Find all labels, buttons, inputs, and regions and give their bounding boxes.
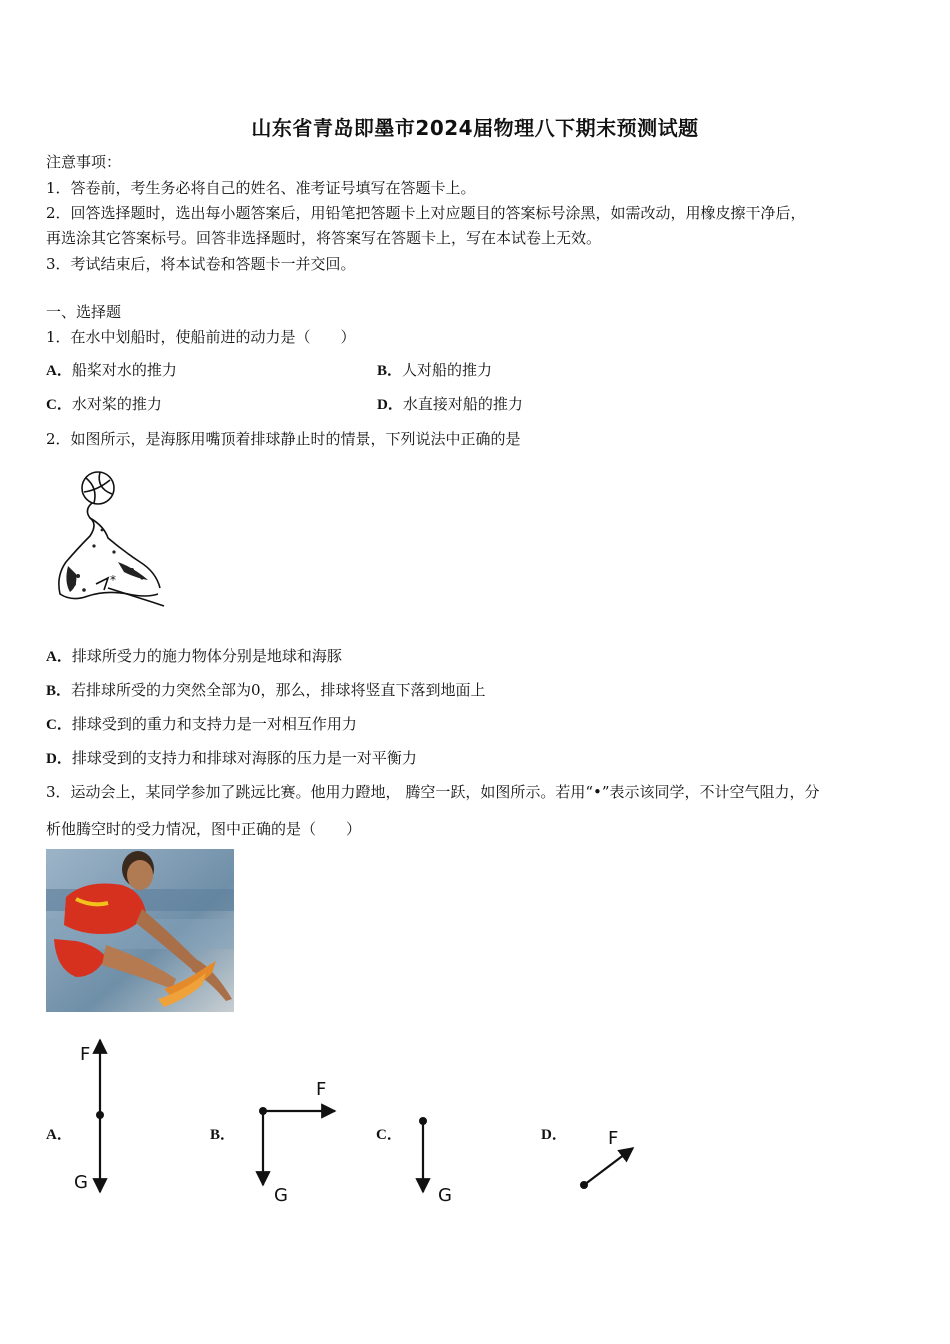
option-text: 若排球所受的力突然全部为0，那么，排球将竖直下落到地面上 xyxy=(71,681,486,699)
option-letter: A． xyxy=(46,1127,72,1143)
q1-option-a[interactable] xyxy=(46,360,177,381)
label-g: G xyxy=(438,1185,452,1206)
long-jump-photo xyxy=(46,849,234,1012)
page-title: 山东省青岛即墨市2024届物理八下期末预测试题 xyxy=(251,116,699,140)
q2-option-b[interactable] xyxy=(46,680,486,701)
notice-item-2-cont: 再选涂其它答案标号。回答非选择题时，将答案写在答题卡上，写在本试卷上无效。 xyxy=(46,229,602,247)
option-letter: D． xyxy=(46,751,72,767)
label-f: F xyxy=(608,1128,619,1149)
option-letter: A． xyxy=(46,649,72,665)
q1-option-d[interactable] xyxy=(377,394,523,415)
option-text: 船桨对水的推力 xyxy=(71,361,177,379)
option-letter: B． xyxy=(46,683,72,699)
section-heading: 一、选择题 xyxy=(46,303,122,321)
diagram-b xyxy=(259,1107,335,1185)
option-letter: C． xyxy=(46,397,72,413)
diagram-c xyxy=(419,1117,427,1192)
option-text: 排球受到的支持力和排球对海豚的压力是一对平衡力 xyxy=(71,749,417,767)
diagram-d xyxy=(580,1148,633,1189)
option-text: 水对桨的推力 xyxy=(71,395,162,413)
option-text: 人对船的推力 xyxy=(402,361,493,379)
label-g: G xyxy=(74,1172,88,1193)
q2-option-d[interactable] xyxy=(46,748,417,769)
label-g: G xyxy=(274,1185,288,1206)
q1-option-c[interactable] xyxy=(46,394,162,415)
q1-stem: 1．在水中划船时，使船前进的动力是（ ） xyxy=(46,328,356,346)
label-f: F xyxy=(80,1044,91,1065)
q3-stem-line-1: 3．运动会上，某同学参加了跳远比赛。他用力蹬地， 腾空一跃，如图所示。若用“•”表示该同学，不计空气阻力，分 xyxy=(46,783,820,801)
point-mass xyxy=(96,1111,104,1119)
diagram-a xyxy=(96,1040,104,1192)
q2-option-c[interactable] xyxy=(46,714,357,735)
point-mass xyxy=(259,1107,267,1115)
q3-stem-line-2: 析他腾空时的受力情况，图中正确的是（ ） xyxy=(46,820,362,838)
seal-outline xyxy=(59,503,94,599)
q1-option-b[interactable] xyxy=(377,360,492,381)
notice-item-2: 2．回答选择题时，选出每小题答案后，用铅笔把答题卡上对应题目的答案标号涂黑，如需改动，用橡皮擦干净后， xyxy=(46,204,806,222)
option-letter: B． xyxy=(377,363,403,379)
option-letter: C． xyxy=(376,1127,402,1143)
label-f: F xyxy=(316,1079,327,1100)
seal-ball-figure xyxy=(48,466,172,614)
notice-item-3: 3．考试结束后，将本试卷和答题卡一并交回。 xyxy=(46,255,356,273)
option-letter: B． xyxy=(210,1127,236,1143)
option-letter: D． xyxy=(541,1127,567,1143)
notice-heading: 注意事项： xyxy=(46,153,122,171)
option-letter: D． xyxy=(377,397,403,413)
svg-text:*: * xyxy=(110,573,116,587)
option-text: 排球所受力的施力物体分别是地球和海豚 xyxy=(71,647,342,665)
q2-stem: 2．如图所示，是海豚用嘴顶着排球静止时的情景，下列说法中正确的是 xyxy=(46,430,521,448)
option-letter: C． xyxy=(46,717,72,733)
point-mass xyxy=(419,1117,427,1125)
q3-force-diagrams xyxy=(60,1030,680,1210)
q2-option-a[interactable] xyxy=(46,646,342,667)
notice-item-1: 1．答卷前，考生务必将自己的姓名、准考证号填写在答题卡上。 xyxy=(46,179,476,197)
point-mass xyxy=(580,1181,588,1189)
option-text: 水直接对船的推力 xyxy=(402,395,523,413)
option-letter: A． xyxy=(46,363,72,379)
force-f-arrow xyxy=(584,1148,633,1185)
option-text: 排球受到的重力和支持力是一对相互作用力 xyxy=(71,715,357,733)
